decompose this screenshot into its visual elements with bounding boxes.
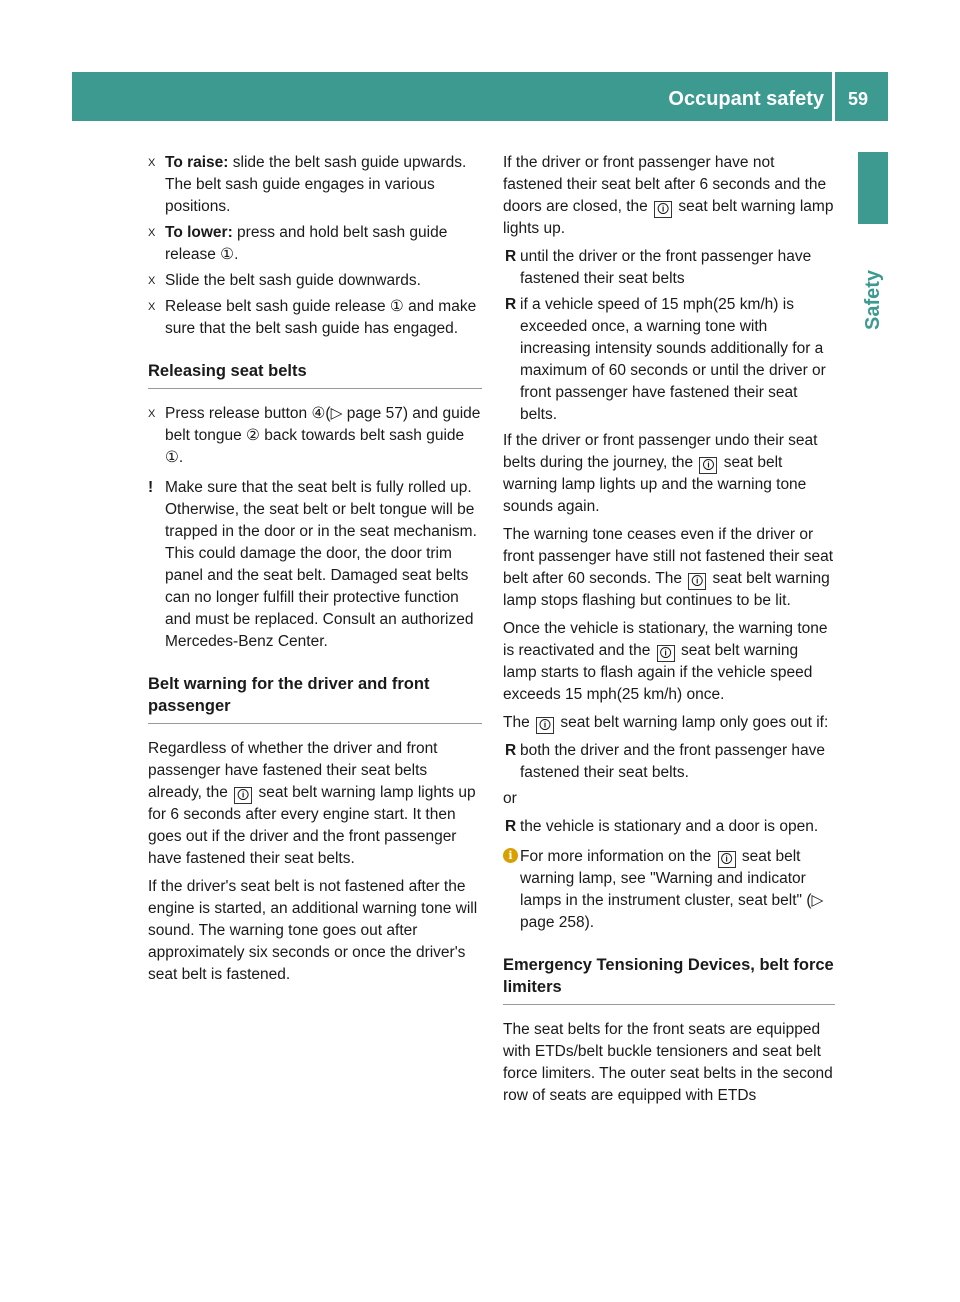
text: seat belt warning lamp only goes out if:: [556, 714, 829, 731]
note-text: Make sure that the seat belt is fully rolled up. Otherwise, the seat belt or belt tongue will be trapped in the door or in the seat mechanism. This could damage the door, the door trim panel and the seat belt. Damaged seat belts can no longer fulfill their protective function and must be replaced. Consult an authorized Mercedes-Benz Center.: [165, 479, 477, 650]
bullet-icon: R: [505, 818, 517, 835]
step-text: slide the belt sash guide upwards. The belt sash guide engages in various positions.: [165, 154, 467, 215]
side-tab: [858, 230, 888, 330]
heading-releasing-seat-belts: Releasing seat belts: [148, 360, 482, 389]
step-text: Release belt sash guide release: [165, 298, 390, 315]
bullet-icon: R: [505, 296, 517, 313]
text: For more information on the: [520, 848, 716, 865]
bullet-icon: R: [505, 742, 517, 759]
step-arrow-icon: X: [148, 157, 156, 169]
step-text: back towards belt sash guide: [259, 427, 465, 444]
page-ref-arrow-icon: ▷: [811, 892, 824, 909]
step-text: press and hold belt sash guide release: [165, 224, 448, 263]
step-to-raise: [148, 152, 482, 218]
bullet-icon: R: [505, 248, 517, 265]
step-text: (: [325, 405, 331, 422]
text: The: [503, 714, 535, 731]
circled-2-icon: ②: [246, 427, 260, 444]
info-icon: i: [503, 848, 518, 863]
text: If the driver or front passenger undo their seat belts during the journey, the: [503, 432, 818, 471]
step-arrow-icon: X: [148, 301, 156, 313]
step-text: and make sure that the belt sash guide has engaged.: [165, 298, 477, 337]
list-item: [503, 740, 835, 784]
text: If the driver or front passenger have not fastened their seat belt after 6 seconds and the doors are closed, the: [503, 154, 827, 215]
side-tab-label: Safety: [862, 269, 884, 330]
warning-icon: !: [148, 479, 154, 496]
text: Once the vehicle is stationary, the warning tone is reactivated and the: [503, 620, 828, 659]
heading-belt-warning: Belt warning for the driver and front passenger: [148, 673, 482, 724]
paragraph: The seat belts for the front seats are equipped with ETDs/belt buckle tensioners and seat belt force limiters. The outer seat belts in the second row of seats are equipped with ETDs: [503, 1021, 833, 1104]
step-text: Slide the belt sash guide downwards.: [165, 272, 421, 289]
paragraph: [503, 618, 835, 706]
seat-belt-lamp-icon: 🛈: [718, 851, 736, 868]
step-to-lower: [148, 222, 482, 266]
seat-belt-lamp-icon: 🛈: [657, 645, 675, 662]
step-slide-down: [148, 270, 482, 292]
paragraph: [503, 712, 835, 734]
step-label: To raise:: [165, 154, 229, 171]
page-number: 59: [848, 89, 869, 109]
paragraph: [503, 524, 835, 612]
text: both the driver and the front passenger have fastened their seat belts.: [520, 742, 826, 781]
text: seat belt warning lamp starts to flash again if the vehicle speed exceeds 15 mph(25 km/h) once.: [503, 642, 813, 703]
circled-1-icon: ①: [165, 449, 179, 466]
info-note: [503, 846, 835, 934]
step-arrow-icon: X: [148, 408, 156, 420]
step-press-release: [148, 403, 482, 469]
text: if a vehicle speed of 15 mph(25 km/h) is exceeded once, a warning tone with increasing intensity sounds additionally for a maximum of 60 seconds or until the driver or front passenger have fastened their seat belts.: [520, 296, 826, 423]
list-item: [503, 816, 835, 838]
circled-1-icon: ①: [389, 298, 404, 315]
seat-belt-lamp-icon: 🛈: [234, 787, 252, 804]
seat-belt-lamp-icon: 🛈: [688, 573, 706, 590]
page-title: Occupant safety: [668, 88, 824, 110]
text: seat belt warning lamp lights up and the warning tone sounds again.: [503, 454, 807, 515]
text: seat belt warning lamp lights up for 6 seconds after every engine start. It then goes out if the driver and the front passenger have fastened their seat belts.: [148, 784, 476, 867]
text: The warning tone ceases even if the driver or front passenger have still not fastened their seat belt after 60 seconds. The: [503, 526, 834, 587]
step-label: To lower:: [165, 224, 233, 241]
step-arrow-icon: X: [148, 227, 156, 239]
paragraph: [148, 738, 482, 870]
circled-4-icon: ④: [311, 405, 326, 422]
text: the vehicle is stationary and a door is open.: [520, 818, 819, 835]
seat-belt-lamp-icon: 🛈: [654, 201, 672, 218]
warning-note: [148, 477, 482, 653]
side-tab-block: [858, 152, 888, 224]
text: seat belt warning lamp lights up.: [503, 198, 834, 237]
paragraph: [503, 152, 835, 240]
circled-1-icon: ①: [220, 246, 235, 263]
page-ref-arrow-icon: ▷: [330, 405, 343, 422]
or-text: or: [503, 790, 517, 807]
text: until the driver or the front passenger have fastened their seat belts: [520, 248, 812, 287]
heading-emergency-tensioning: Emergency Tensioning Devices, belt force limiters: [503, 954, 835, 1005]
right-column: [503, 152, 835, 1113]
list-item: [503, 294, 835, 426]
text: page 258).: [520, 914, 595, 931]
seat-belt-lamp-icon: 🛈: [536, 717, 554, 734]
seat-belt-lamp-icon: 🛈: [699, 457, 717, 474]
header-separator: [832, 72, 835, 121]
step-text: page 57) and guide belt tongue: [165, 405, 481, 444]
list-item: [503, 246, 835, 290]
step-release: [148, 296, 482, 340]
step-text: .: [234, 246, 239, 263]
text: seat belt warning lamp, see "Warning and indicator lamps in the instrument cluster, seat belt" (: [520, 848, 812, 909]
step-text: .: [178, 449, 184, 466]
paragraph: If the driver's seat belt is not fastened after the engine is started, an additional warning tone will sound. The warning tone goes out after approximately six seconds or once the driver's seat belt is fastened.: [148, 878, 478, 983]
paragraph: [503, 430, 835, 518]
step-text: Press release button: [165, 405, 312, 422]
step-arrow-icon: X: [148, 275, 156, 287]
left-column: [148, 152, 482, 992]
text: Regardless of whether the driver and front passenger have fastened their seat belts already, the: [148, 740, 438, 801]
text: seat belt warning lamp stops flashing but continues to be lit.: [503, 570, 830, 609]
